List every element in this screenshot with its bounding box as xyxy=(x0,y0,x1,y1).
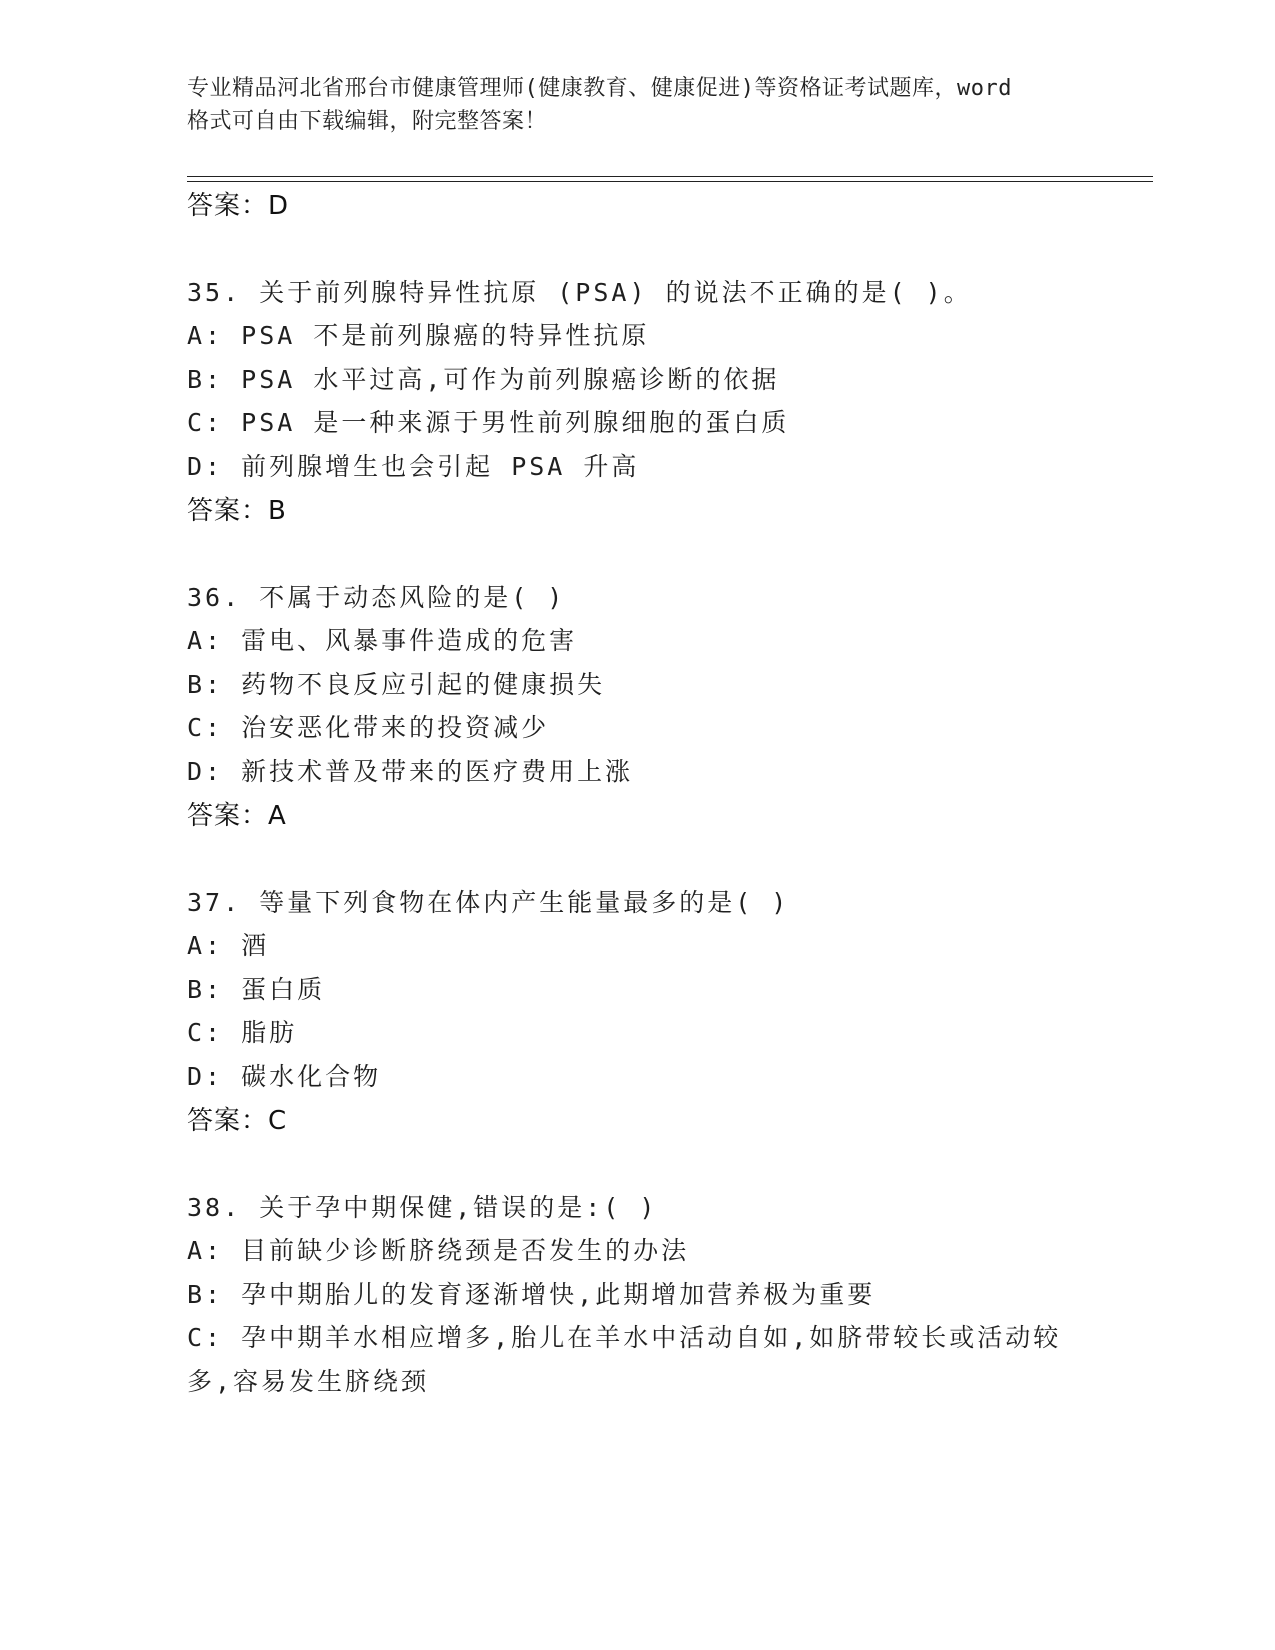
question-38-option-c-continued: 多,容易发生脐绕颈 xyxy=(187,1367,430,1396)
header-line-1: 专业精品河北省邢台市健康管理师(健康教育、健康促进)等资格证考试题库，word xyxy=(187,76,1012,101)
question-36-stem: 36. 不属于动态风险的是( ) xyxy=(187,583,566,612)
question-35-option-d: D: 前列腺增生也会引起 PSA 升高 xyxy=(187,452,640,481)
question-37-option-b: B: 蛋白质 xyxy=(187,975,326,1004)
question-38-stem: 38. 关于孕中期保健,错误的是:( ) xyxy=(187,1193,658,1222)
question-35-answer: 答案：B xyxy=(187,496,287,526)
question-35-option-c: C: PSA 是一种来源于男性前列腺细胞的蛋白质 xyxy=(187,408,790,437)
question-37-option-a: A: 酒 xyxy=(187,931,270,960)
question-37-option-c: C: 脂肪 xyxy=(187,1018,298,1047)
question-38-option-a: A: 目前缺少诊断脐绕颈是否发生的办法 xyxy=(187,1236,690,1265)
prev-answer: 答案：D xyxy=(187,191,290,221)
question-38-option-c: C: 孕中期羊水相应增多,胎儿在羊水中活动自如,如脐带较长或活动较 xyxy=(187,1323,1062,1352)
question-35-option-b: B: PSA 水平过高,可作为前列腺癌诊断的依据 xyxy=(187,365,780,394)
question-37-option-d: D: 碳水化合物 xyxy=(187,1062,382,1091)
question-36-option-a: A: 雷电、风暴事件造成的危害 xyxy=(187,626,578,655)
question-35-option-a: A: PSA 不是前列腺癌的特异性抗原 xyxy=(187,321,650,350)
question-36-option-d: D: 新技术普及带来的医疗费用上涨 xyxy=(187,757,634,786)
question-37-stem: 37. 等量下列食物在体内产生能量最多的是( ) xyxy=(187,888,790,917)
question-37-answer: 答案：C xyxy=(187,1106,288,1136)
question-38-option-b: B: 孕中期胎儿的发育逐渐增快,此期增加营养极为重要 xyxy=(187,1280,876,1309)
document-header xyxy=(187,72,1087,138)
header-line-2: 格式可自由下载编辑，附完整答案！ xyxy=(187,109,548,134)
question-35-stem: 35. 关于前列腺特异性抗原 (PSA) 的说法不正确的是( )。 xyxy=(187,278,972,307)
question-36-answer: 答案：A xyxy=(187,801,287,831)
question-36-option-b: B: 药物不良反应引起的健康损失 xyxy=(187,670,606,699)
header-divider-top xyxy=(187,176,1153,177)
question-36-option-c: C: 治安恶化带来的投资减少 xyxy=(187,713,550,742)
header-divider-bottom xyxy=(187,181,1153,182)
